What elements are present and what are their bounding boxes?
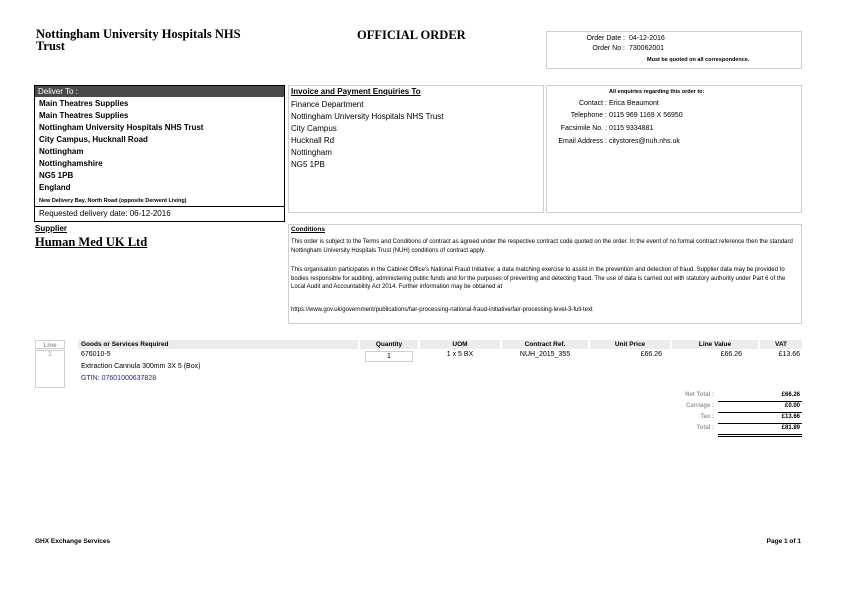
deliver-to-address bbox=[39, 98, 203, 194]
col-header-uom: UOM bbox=[420, 340, 500, 349]
row-vat: £13.66 bbox=[778, 351, 800, 358]
conditions-title: Conditions bbox=[291, 226, 325, 233]
invoice-line: Nottingham University Hospitals NHS Trust bbox=[291, 112, 444, 121]
order-date-label: Order Date : bbox=[586, 35, 625, 42]
email-value[interactable]: citystores@nuh.nhs.uk bbox=[609, 138, 680, 145]
requested-delivery bbox=[35, 206, 284, 221]
fraud-paragraph: This organisation participates in the Cabinet Office's National Fraud Initiative: a data matching exercise to assist in the prevention and detection of fraud. Supplier data may be provided to bodies responsible for auditing, administering public funds and for the purposes of preventing and detecting fraud. The use of data is carried out with statutory authority under Part 6 of the Local Audit and Accountability Act 2014. Further information may be obtained at bbox=[291, 267, 786, 290]
net-total-label: Net Total : bbox=[685, 392, 714, 398]
row-unit-price: £66.26 bbox=[640, 351, 662, 358]
invoice-line: NG5 1PB bbox=[291, 160, 325, 169]
contact-header: All enquiries regarding this order to: bbox=[609, 89, 705, 95]
invoice-address bbox=[291, 99, 444, 171]
deliver-to-line: City Campus, Hucknall Road bbox=[39, 135, 148, 144]
order-info-box bbox=[546, 31, 802, 69]
invoice-line: Hucknall Rd bbox=[291, 136, 335, 145]
deliver-to-box bbox=[34, 85, 285, 222]
deliver-to-line: Nottingham University Hospitals NHS Trust bbox=[39, 123, 204, 132]
telephone-value: 0115 969 1169 X 56950 bbox=[609, 112, 683, 119]
row-product-code: 676010-5 bbox=[81, 351, 111, 358]
table-row bbox=[35, 350, 802, 390]
order-date-value: 04-12-2016 bbox=[629, 35, 665, 42]
delivery-note: New Delivery Bay, North Road (opposite Derwent Living) bbox=[39, 198, 187, 204]
email-label: Email Address : bbox=[558, 138, 607, 145]
deliver-to-line: Nottinghamshire bbox=[39, 159, 103, 168]
footer-provider: GHX Exchange Services bbox=[35, 538, 111, 545]
row-gtin: GTIN: 07601000637828 bbox=[81, 375, 157, 382]
total-label: Total : bbox=[696, 425, 714, 431]
invoice-box bbox=[288, 85, 544, 213]
requested-delivery-date: 06-12-2016 bbox=[129, 209, 171, 218]
document-title: OFFICIAL ORDER bbox=[357, 28, 466, 42]
supplier-name: Human Med UK Ltd bbox=[35, 235, 148, 249]
contact-label: Contact : bbox=[578, 100, 607, 107]
tax-label: Tax : bbox=[700, 414, 714, 420]
deliver-to-line: Main Theatres Supplies bbox=[39, 111, 129, 120]
row-line-value: £66.26 bbox=[720, 351, 742, 358]
carriage-value: £0.00 bbox=[784, 403, 800, 409]
order-no-value: 730062001 bbox=[629, 45, 665, 52]
order-note: Must be quoted on all correspondence. bbox=[647, 57, 750, 63]
col-header-line-value: Line Value bbox=[672, 340, 758, 349]
total-value: £81.89 bbox=[781, 425, 800, 431]
conditions-box bbox=[288, 224, 802, 324]
col-header-goods: Goods or Services Required bbox=[78, 340, 358, 349]
fraud-link[interactable]: https://www.gov.uk/government/publications/fair-processing-national-fraud-initiative/fair-processing-level-3-full-text bbox=[291, 307, 593, 313]
col-header-line: Line bbox=[35, 340, 65, 349]
deliver-to-line: Main Theatres Supplies bbox=[39, 99, 129, 108]
invoice-line: City Campus bbox=[291, 124, 337, 133]
row-uom: 1 x 5 BX bbox=[446, 351, 474, 358]
fax-label: Facsimile No. : bbox=[560, 125, 607, 132]
organisation-name-line1: Nottingham University Hospitals NHS bbox=[36, 27, 241, 41]
contact-value: Erica Beaumont bbox=[609, 100, 659, 107]
deliver-to-line: England bbox=[39, 183, 71, 192]
carriage-label: Carriage : bbox=[685, 403, 714, 409]
col-header-unit-price: Unit Price bbox=[590, 340, 670, 349]
contact-box bbox=[546, 85, 802, 213]
supplier-label: Supplier bbox=[35, 224, 68, 233]
row-contract-ref: NUH_2015_355 bbox=[519, 351, 571, 358]
telephone-label: Telephone : bbox=[570, 112, 607, 119]
row-quantity: 1 bbox=[387, 353, 391, 360]
requested-delivery-label: Requested delivery date: bbox=[39, 209, 128, 218]
tax-value: £13.66 bbox=[781, 414, 800, 420]
conditions-paragraph: This order is subject to the Terms and Conditions of contract as agreed under the respective contract code quoted on the order. In the event of no formal contract reference then the standard Nottingham University Hospitals Trust (NUH) conditions of contract apply. bbox=[291, 239, 793, 254]
col-header-vat: VAT bbox=[760, 340, 802, 349]
deliver-to-line: NG5 1PB bbox=[39, 171, 74, 180]
organisation-name-line2: Trust bbox=[36, 39, 65, 53]
order-no-label: Order No : bbox=[592, 45, 625, 52]
row-line-number: 1 bbox=[48, 351, 52, 358]
net-total-value: £66.26 bbox=[781, 392, 800, 398]
invoice-line: Nottingham bbox=[291, 148, 332, 157]
deliver-to-label: Deliver To : bbox=[35, 86, 284, 97]
invoice-line: Finance Department bbox=[291, 100, 364, 109]
fax-value: 0115 9334881 bbox=[609, 125, 654, 132]
col-header-contract: Contract Ref. bbox=[502, 340, 588, 349]
row-description: Extraction Cannula 300mm 3X 5 (Box) bbox=[81, 363, 201, 370]
deliver-to-line: Nottingham bbox=[39, 147, 84, 156]
col-header-quantity: Quantity bbox=[360, 340, 418, 349]
page-number: Page 1 of 1 bbox=[766, 538, 801, 545]
invoice-title: Invoice and Payment Enquiries To bbox=[291, 87, 421, 96]
organisation-name bbox=[36, 28, 241, 52]
